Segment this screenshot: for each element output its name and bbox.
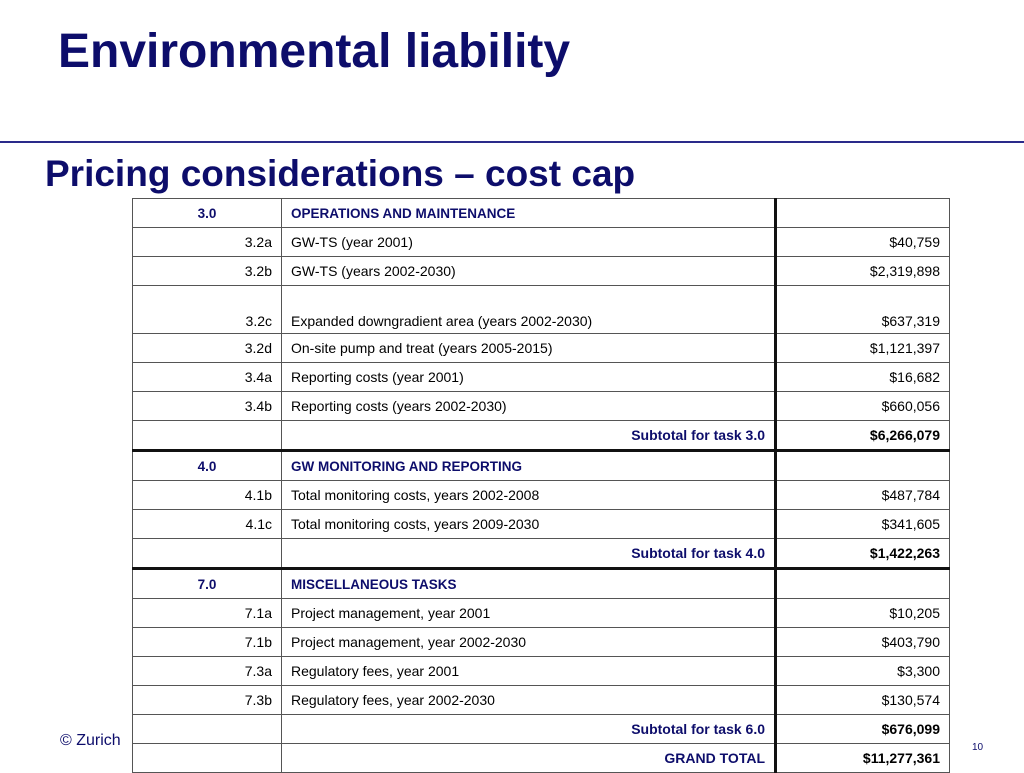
row-code: 3.2c <box>133 286 282 334</box>
row-amount: $487,784 <box>776 481 950 510</box>
table-row <box>133 257 950 286</box>
row-description: Reporting costs (years 2002-2030) <box>282 392 776 421</box>
slide-subtitle: Pricing considerations – cost cap <box>45 153 636 194</box>
row-description: GW-TS (year 2001) <box>282 228 776 257</box>
row-amount: $2,319,898 <box>776 257 950 286</box>
row-amount: $40,759 <box>776 228 950 257</box>
row-code: 4.1c <box>133 510 282 539</box>
row-code: 3.2d <box>133 334 282 363</box>
row-description: Total monitoring costs, years 2009-2030 <box>282 510 776 539</box>
section-amount-empty <box>776 199 950 228</box>
row-description: Regulatory fees, year 2002-2030 <box>282 686 776 715</box>
row-description: Project management, year 2001 <box>282 599 776 628</box>
section-heading: OPERATIONS AND MAINTENANCE <box>282 199 776 228</box>
title-divider <box>0 141 1024 143</box>
subtotal-amount: $676,099 <box>776 715 950 744</box>
section-heading: GW MONITORING AND REPORTING <box>282 451 776 481</box>
section-header-row <box>133 199 950 228</box>
table-row <box>133 363 950 392</box>
row-description: Expanded downgradient area (years 2002-2030) <box>282 286 776 334</box>
row-description: Reporting costs (year 2001) <box>282 363 776 392</box>
subtotal-code-empty <box>133 539 282 569</box>
row-code: 3.2a <box>133 228 282 257</box>
section-code: 3.0 <box>133 199 282 228</box>
subtotal-row <box>133 421 950 451</box>
row-amount: $10,205 <box>776 599 950 628</box>
grand-total-code-empty <box>133 744 282 773</box>
slide-title: Environmental liability <box>58 25 571 78</box>
table-row <box>133 628 950 657</box>
subtotal-code-empty <box>133 421 282 451</box>
table-row <box>133 481 950 510</box>
table-row <box>133 599 950 628</box>
subtotal-row <box>133 539 950 569</box>
page-number: 10 <box>972 742 984 753</box>
subtotal-label: Subtotal for task 4.0 <box>282 539 776 569</box>
section-code: 4.0 <box>133 451 282 481</box>
row-amount: $403,790 <box>776 628 950 657</box>
subtotal-amount: $1,422,263 <box>776 539 950 569</box>
copyright-text: © Zurich <box>60 732 121 749</box>
subtotal-label: Subtotal for task 3.0 <box>282 421 776 451</box>
table-row <box>133 657 950 686</box>
table-row <box>133 510 950 539</box>
row-description: On-site pump and treat (years 2005-2015) <box>282 334 776 363</box>
row-amount: $1,121,397 <box>776 334 950 363</box>
subtotal-code-empty <box>133 715 282 744</box>
table-row <box>133 334 950 363</box>
section-code: 7.0 <box>133 569 282 599</box>
row-description: Total monitoring costs, years 2002-2008 <box>282 481 776 510</box>
subtotal-row <box>133 715 950 744</box>
subtotal-label: Subtotal for task 6.0 <box>282 715 776 744</box>
section-header-row <box>133 451 950 481</box>
row-description: GW-TS (years 2002-2030) <box>282 257 776 286</box>
row-amount: $16,682 <box>776 363 950 392</box>
section-heading: MISCELLANEOUS TASKS <box>282 569 776 599</box>
row-code: 3.4b <box>133 392 282 421</box>
row-amount: $660,056 <box>776 392 950 421</box>
section-amount-empty <box>776 451 950 481</box>
table-row <box>133 286 950 334</box>
row-code: 7.3b <box>133 686 282 715</box>
row-code: 3.4a <box>133 363 282 392</box>
grand-total-row <box>133 744 950 773</box>
row-description: Regulatory fees, year 2001 <box>282 657 776 686</box>
row-amount: $341,605 <box>776 510 950 539</box>
subtotal-amount: $6,266,079 <box>776 421 950 451</box>
row-amount: $637,319 <box>776 286 950 334</box>
table-row <box>133 228 950 257</box>
table-row <box>133 686 950 715</box>
row-code: 3.2b <box>133 257 282 286</box>
table-row <box>133 392 950 421</box>
row-code: 7.1b <box>133 628 282 657</box>
grand-total-amount: $11,277,361 <box>776 744 950 773</box>
row-code: 7.3a <box>133 657 282 686</box>
grand-total-label: GRAND TOTAL <box>282 744 776 773</box>
section-amount-empty <box>776 569 950 599</box>
row-amount: $3,300 <box>776 657 950 686</box>
row-code: 4.1b <box>133 481 282 510</box>
row-description: Project management, year 2002-2030 <box>282 628 776 657</box>
row-amount: $130,574 <box>776 686 950 715</box>
row-code: 7.1a <box>133 599 282 628</box>
section-header-row <box>133 569 950 599</box>
cost-table <box>132 198 950 773</box>
